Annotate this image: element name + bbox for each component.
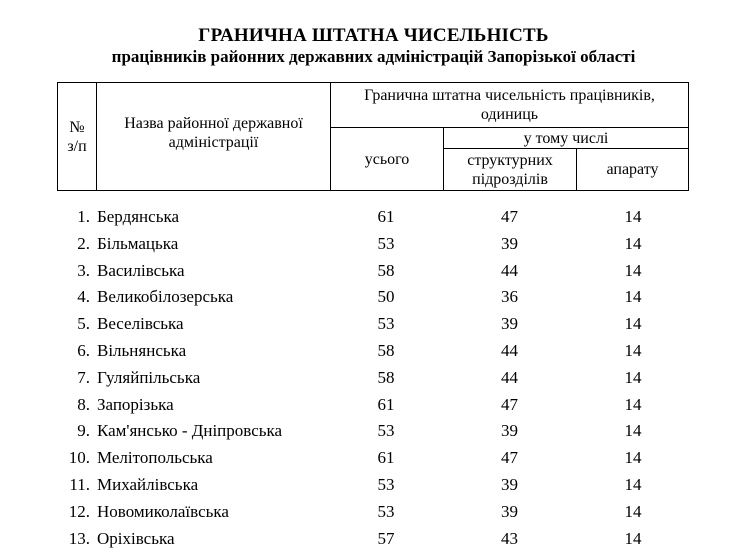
table-row <box>0 204 747 231</box>
row-apparatus: 14 <box>624 260 642 280</box>
row-name: Більмацька <box>97 233 179 253</box>
row-number: 8. <box>77 394 90 414</box>
row-total: 53 <box>377 501 395 521</box>
header-name: Назва районної державної адміністрації <box>124 114 303 151</box>
row-apparatus: 14 <box>624 448 642 468</box>
table-row <box>0 311 747 338</box>
row-number: 4. <box>77 287 90 307</box>
table-row <box>0 284 747 311</box>
row-structural: 47 <box>501 394 518 414</box>
row-name: Вільнянська <box>97 340 187 360</box>
row-name: Оріхівська <box>97 528 175 548</box>
row-apparatus: 14 <box>624 421 642 441</box>
table-row <box>0 418 747 445</box>
row-total: 58 <box>377 260 395 280</box>
row-structural: 39 <box>501 501 518 521</box>
row-number: 6. <box>77 340 90 360</box>
row-apparatus: 14 <box>624 340 642 360</box>
row-structural: 39 <box>501 233 518 253</box>
row-name: Бердянська <box>97 207 179 226</box>
table-row <box>0 231 747 258</box>
row-total: 61 <box>377 394 395 414</box>
row-name: Новомиколаївська <box>97 501 229 521</box>
row-name: Веселівська <box>97 314 184 334</box>
row-total: 53 <box>377 421 395 441</box>
row-number: 11. <box>69 474 90 494</box>
table-row <box>0 499 747 526</box>
row-number: 1. <box>77 207 90 226</box>
row-number: 7. <box>77 367 90 387</box>
row-name: Михайлівська <box>97 474 199 494</box>
row-apparatus: 14 <box>624 501 642 521</box>
row-apparatus: 14 <box>624 233 642 253</box>
row-apparatus: 14 <box>624 528 642 548</box>
row-total: 58 <box>377 367 395 387</box>
table-row <box>0 445 747 472</box>
row-number: 13. <box>68 528 90 548</box>
row-number: 2. <box>77 233 90 253</box>
row-name: Великобілозерська <box>97 287 234 307</box>
row-total: 53 <box>377 314 395 334</box>
row-structural: 39 <box>501 421 518 441</box>
table-row <box>0 472 747 499</box>
row-apparatus: 14 <box>624 367 642 387</box>
table-row <box>0 258 747 285</box>
row-number: 9. <box>77 421 90 441</box>
row-structural: 47 <box>501 207 518 226</box>
row-number: 10. <box>68 448 90 468</box>
row-number: 5. <box>77 314 90 334</box>
table-row <box>0 526 747 552</box>
row-apparatus: 14 <box>624 287 642 307</box>
row-number: 12. <box>68 501 90 521</box>
table-body <box>0 204 747 552</box>
table-header <box>57 82 689 191</box>
row-structural: 44 <box>501 340 518 360</box>
row-total: 57 <box>377 528 395 548</box>
row-total: 61 <box>377 207 395 226</box>
row-name: Мелітопольська <box>97 448 213 468</box>
row-apparatus: 14 <box>624 394 642 414</box>
header-including: у тому числі <box>523 129 609 147</box>
header-structural: структурних підрозділів <box>467 151 553 188</box>
row-total: 61 <box>377 448 395 468</box>
row-number: 3. <box>77 260 90 280</box>
document-title: ГРАНИЧНА ШТАТНА ЧИСЕЛЬНІСТЬ <box>198 25 549 46</box>
row-name: Василівська <box>97 260 185 280</box>
row-name: Кам'янсько - Дніпровська <box>97 421 283 441</box>
row-structural: 44 <box>501 367 518 387</box>
row-total: 50 <box>377 287 395 307</box>
row-name: Запорізька <box>97 394 174 414</box>
row-name: Гуляйпільська <box>97 367 201 387</box>
row-structural: 44 <box>501 260 518 280</box>
row-structural: 39 <box>501 314 518 334</box>
header-limit: Гранична штатна чисельність працівників, одиниць <box>364 87 655 123</box>
row-structural: 47 <box>501 448 518 468</box>
table-row <box>0 365 747 392</box>
row-apparatus: 14 <box>624 474 642 494</box>
header-apparatus: апарату <box>606 161 659 178</box>
header-num: № з/п <box>67 118 87 155</box>
row-apparatus: 14 <box>624 207 642 226</box>
row-total: 53 <box>377 233 395 253</box>
row-structural: 36 <box>501 287 518 307</box>
header-total: усього <box>364 150 410 168</box>
table-row <box>0 392 747 419</box>
table-row <box>0 338 747 365</box>
row-total: 58 <box>377 340 395 360</box>
row-total: 53 <box>377 474 395 494</box>
row-structural: 43 <box>501 528 518 548</box>
document-subtitle: працівників районних державних адміністрацій Запорізької області <box>111 47 636 66</box>
row-apparatus: 14 <box>624 314 642 334</box>
row-structural: 39 <box>501 474 518 494</box>
